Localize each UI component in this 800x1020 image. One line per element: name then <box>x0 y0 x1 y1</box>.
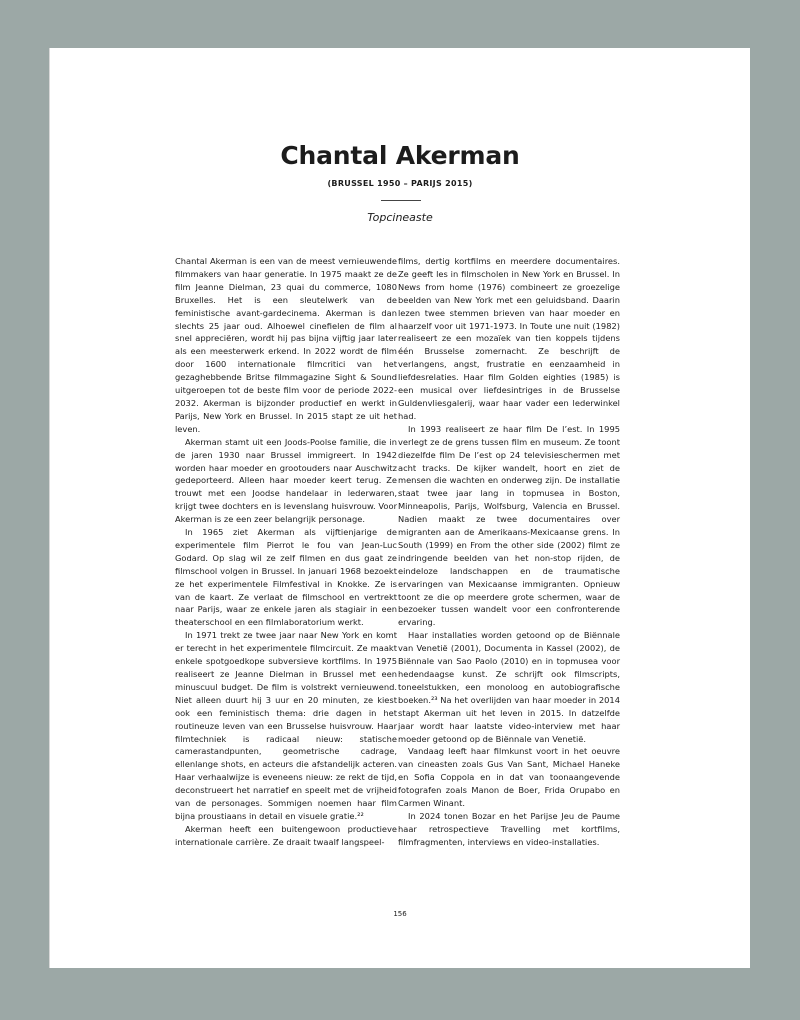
paragraph: Akerman stamt uit een Joods-Poolse familie, die in de jaren 1930 naar Brussel immigreert. In 1942 worden haar moeder en grootouders naar Auschwitz gedeporteerd. Alleen haar moeder keert terug. Ze trouwt met een Joodse handelaar in lederwaren, krijgt twee dochters en is levenslang huisvrouw. Voor Akerman is ze een zeer belangrijk personage. <box>175 436 397 525</box>
paragraph: In 1971 trekt ze twee jaar naar New York en komt er terecht in het experimentele filmcircuit. Ze maakt enkele spotgoedkope subversieve kortfilms. In 1975 realiseert ze Jeanne Dielman in Brussel met een minuscuul budget. De film is volstrekt vernieuwend. Niet alleen duurt hij 3 uur en 20 minuten, ze kiest ook een feministisch thema: drie dagen in het routineuze leven van een Brusselse huisvrouw. Haar filmtechniek is radicaal nieuw: statische camerastandpunten, geometrische cadrage, ellenlange shots, en acteurs die afstandelijk acteren. Haar verhaalwijze is eveneens nieuw: ze rekt de tijd, deconstrueert het narratief en speelt met de vrijheid van de personages. Sommigen noemen haar film bijna proustiaans in detail en visuele gratie.²² <box>175 630 397 821</box>
title-divider <box>381 200 421 201</box>
paragraph: In 1993 realiseert ze haar film De l’est. In 1995 verlegt ze de grens tussen film en museum. Ze toont diezelfde film De l’est op 24 televisieschermen met acht tracks. De kijker wandelt, hoort en ziet de mensen die wachten en onderweg zijn. De installatie staat twee jaar lang in topmusea in Boston, Minneapolis, Parijs, Wolfsburg, Valencia en Brussel. Nadien maakt ze twee documentaires over migranten aan de Amerikaans-Mexicaanse grens. In South (1999) en From the other side (2002) filmt ze indringende beelden van het non-stop rijden, de eindeloze landschappen en de traumatische ervaringen van Mexicaanse immigranten. Opnieuw toont ze die op meerdere grote schermen, waar de bezoeker tussen wandelt voor een confronterende ervaring. <box>398 423 620 628</box>
paragraph: In 2024 tonen Bozar en het Parijse Jeu de Paume haar retrospectieve Travelling met kortfilms, filmfragmenten, interviews en video-installaties. <box>398 810 620 847</box>
paragraph: Haar installaties worden getoond op de Biënnale van Venetië (2001), Documenta in Kassel (2002), de Biënnale van Sao Paolo (2010) en in topmusea voor hedendaagse kunst. Ze schrijft ook filmscripts, toneelstukken, een monoloog en autobiografische boeken.²³ Na het overlijden van haar moeder in 2014 stapt Akerman uit het leven in 2015. In datzelfde jaar wordt haar laatste video-interview met haar moeder getoond op de Biënnale van Venetië. <box>398 630 620 744</box>
paragraph: Vandaag leeft haar filmkunst voort in het oeuvre van cineasten zoals Gus Van Sant, Michael Haneke en Sofia Coppola en in dat van toonaangevende fotografen zoals Manon de Boer, Frida Orupabo en Carmen Winant. <box>398 746 620 809</box>
book-page <box>50 48 750 968</box>
paragraph: Akerman heeft een buitengewoon productieve internationale carrière. Ze draait twaalf langspeel- <box>175 823 397 847</box>
left-column <box>175 255 397 849</box>
page-number: 156 <box>393 910 407 918</box>
page-title: Chantal Akerman <box>280 141 520 170</box>
right-column <box>398 255 620 849</box>
tagline: Topcineaste <box>367 211 433 224</box>
paragraph: Chantal Akerman is een van de meest vernieuwende filmmakers van haar generatie. In 1975 maakt ze de film Jeanne Dielman, 23 quai du commerce, 1080 Bruxelles. Het is een sleutelwerk van de feministische avant-gardecinema. Akerman is dan slechts 25 jaar oud. Alhoewel cinefielen de film al snel appreciëren, wordt hij pas bijna vijftig jaar later als een meesterwerk erkend. In 2022 wordt de film door 1600 internationale filmcritici van het gezaghebbende Britse filmmagazine Sight & Sound uitgeroepen tot de beste film voor de periode 2022-2032. Akerman is bijzonder productief en werkt in Parijs, New York en Brussel. In 2015 stapt ze uit het leven. <box>175 256 397 434</box>
paragraph: films, dertig kortfilms en meerdere documentaires. Ze geeft les in filmscholen in New York en Brussel. In News from home (1976) combineert ze groezelige beelden van New York met een geluidsband. Daarin lezen twee stemmen brieven van haar moeder en haarzelf voor uit 1971-1973. In Toute une nuit (1982) realiseert ze een mozaïek van tien koppels tijdens één Brusselse zomernacht. Ze beschrijft de verlangens, angst, frustratie en eenzaamheid in liefdesrelaties. Haar film Golden eighties (1985) is een musical over liefdesintriges in de Brusselse Guldenvliesgalerij, waar haar vader een lederwinkel had. <box>398 256 620 421</box>
paragraph: In 1965 ziet Akerman als vijftienjarige de experimentele film Pierrot le fou van Jean-Luc Godard. Op slag wil ze zelf filmen en dus gaat ze filmschool volgen in Brussel. In januari 1968 bezoekt ze het experimentele Filmfestival in Knokke. Ze is van de kaart. Ze verlaat de filmschool en vertrekt naar Parijs, waar ze enkele jaren als stagiair in een theaterschool en een filmlaboratorium werkt. <box>175 527 397 628</box>
life-dates: (BRUSSEL 1950 – PARIJS 2015) <box>327 179 473 188</box>
